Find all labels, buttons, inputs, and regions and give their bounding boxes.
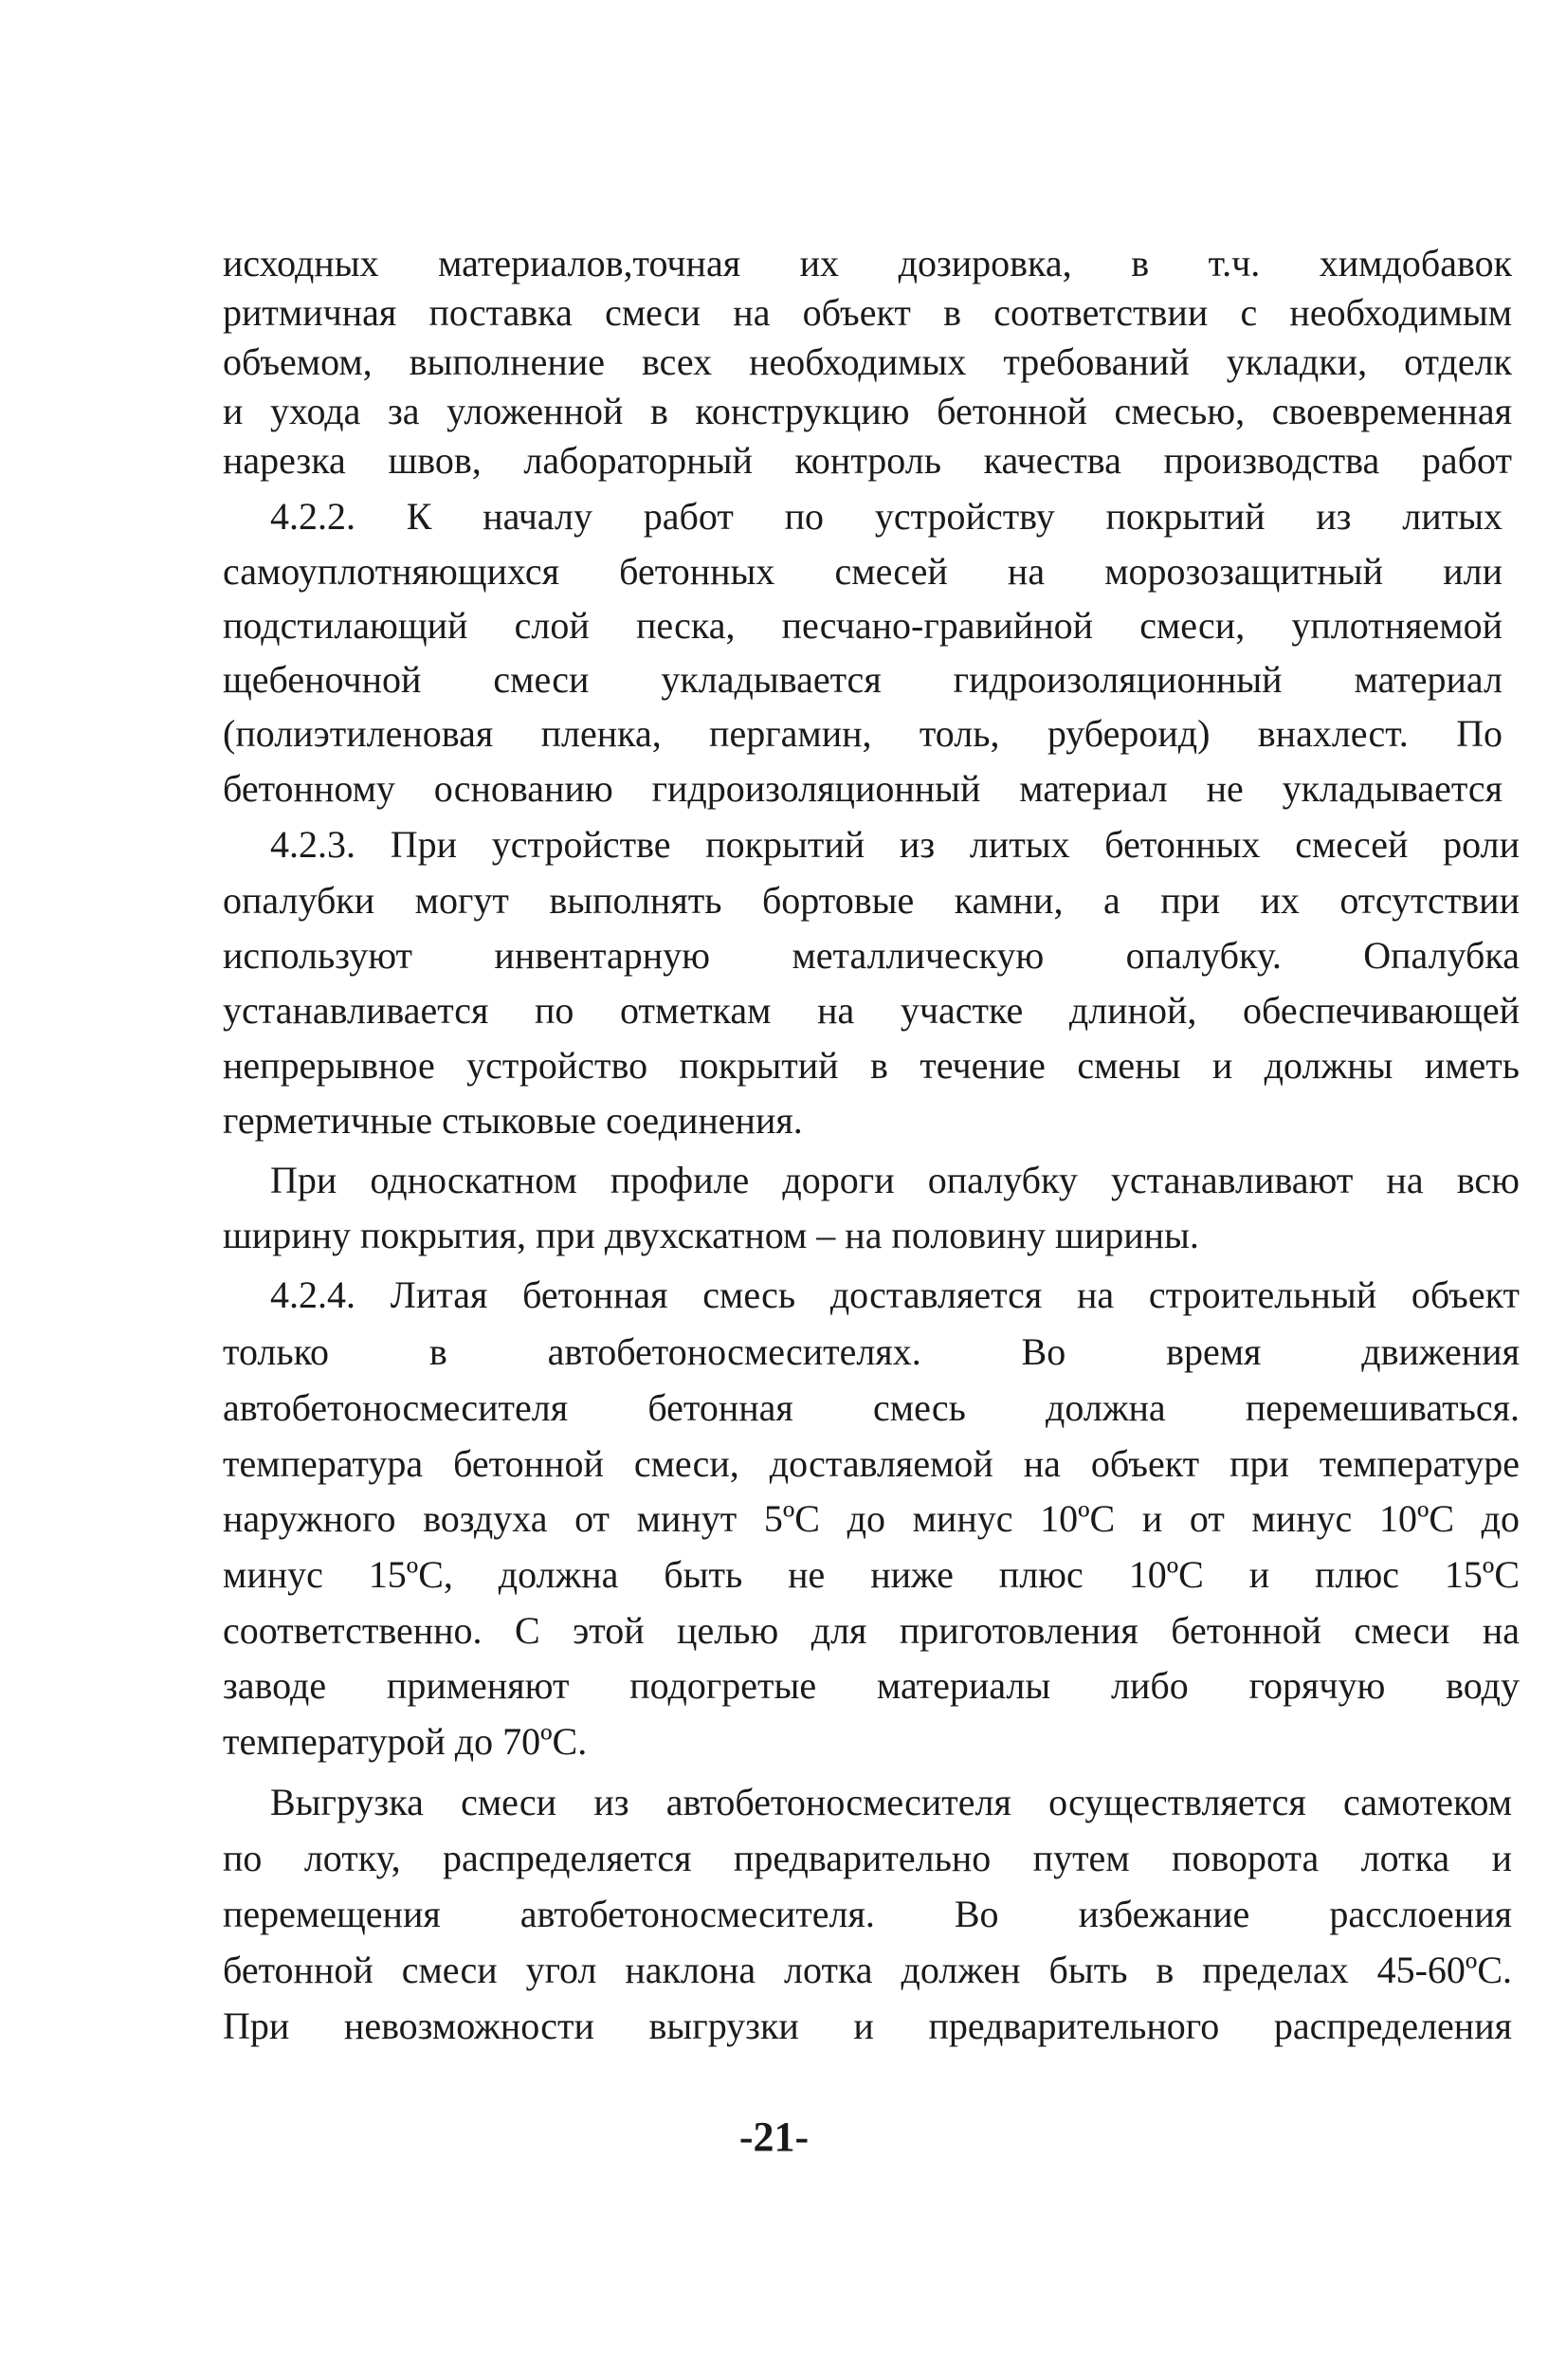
text-line: и ухода за уложенной в конструкцию бетонной смесью, своевременная <box>223 390 1512 432</box>
text-line: минус 15ºС, должна быть не ниже плюс 10ºС и плюс 15ºС <box>223 1553 1520 1596</box>
text-line: устанавливается по отметкам на участке длиной, обеспечивающей <box>223 989 1520 1032</box>
text-line: только в автобетоносмесителях. Во время движения <box>223 1330 1520 1373</box>
text-line: используют инвентарную металлическую опалубку. Опалубка <box>223 934 1520 977</box>
text-line: ритмичная поставка смеси на объект в соответствии с необходимым <box>223 291 1512 334</box>
paragraph-start: 4.2.2. К началу работ по устройству покрытий из литых <box>270 495 1502 538</box>
page-number: -21- <box>738 2114 810 2160</box>
paragraph-start: При односкатном профиле дороги опалубку устанавливают на всю <box>270 1159 1520 1201</box>
text-line: (полиэтиленовая пленка, пергамин, толь, рубероид) внахлест. По <box>223 712 1502 755</box>
text-line: наружного воздуха от минут 5ºС до минус 10ºС и от минус 10ºС до <box>223 1497 1520 1540</box>
text-line: самоуплотняющихся бетонных смесей на морозозащитный или <box>223 550 1502 593</box>
text-line: по лотку, распределяется предварительно путем поворота лотка и <box>223 1837 1512 1879</box>
text-line: подстилающий слой песка, песчано-гравийной смеси, уплотняемой <box>223 604 1502 647</box>
text-line: автобетоносмесителя бетонная смесь должна перемешиваться. <box>223 1386 1520 1429</box>
text-line: непрерывное устройство покрытий в течение смены и должны иметь <box>223 1044 1520 1087</box>
text-line: щебеночной смеси укладывается гидроизоляционный материал <box>223 658 1502 701</box>
text-line: бетонной смеси угол наклона лотка должен быть в пределах 45-60ºС. <box>223 1949 1512 1991</box>
paragraph-start: 4.2.4. Литая бетонная смесь доставляется на строительный объект <box>270 1273 1520 1316</box>
text-line: нарезка швов, лабораторный контроль качества производства работ <box>223 439 1512 482</box>
paragraph-start: 4.2.3. При устройстве покрытий из литых бетонных смесей роли <box>270 823 1520 866</box>
text-line: герметичные стыковые соединения. <box>223 1099 803 1142</box>
text-line: соответственно. С этой целью для приготовления бетонной смеси на <box>223 1609 1520 1652</box>
text-line: бетонному основанию гидроизоляционный материал не укладывается <box>223 767 1502 810</box>
text-line: заводе применяют подогретые материалы либо горячую воду <box>223 1664 1520 1707</box>
text-line: температурой до 70ºС. <box>223 1720 588 1763</box>
text-line: объемом, выполнение всех необходимых требований укладки, отделк <box>223 340 1512 383</box>
text-line: перемещения автобетоносмесителя. Во избежание расслоения <box>223 1893 1512 1935</box>
text-line: исходных материалов,точная их дозировка, в т.ч. химдобавок <box>223 242 1512 284</box>
text-line: опалубки могут выполнять бортовые камни, а при их отсутствии <box>223 879 1520 922</box>
text-line: При невозможности выгрузки и предварительного распределения <box>223 2005 1512 2047</box>
text-line: температура бетонной смеси, доставляемой на объект при температуре <box>223 1442 1520 1485</box>
paragraph-start: Выгрузка смеси из автобетоносмесителя осуществляется самотеком <box>270 1781 1512 1823</box>
text-line: ширину покрытия, при двухскатном – на половину ширины. <box>223 1214 1199 1256</box>
